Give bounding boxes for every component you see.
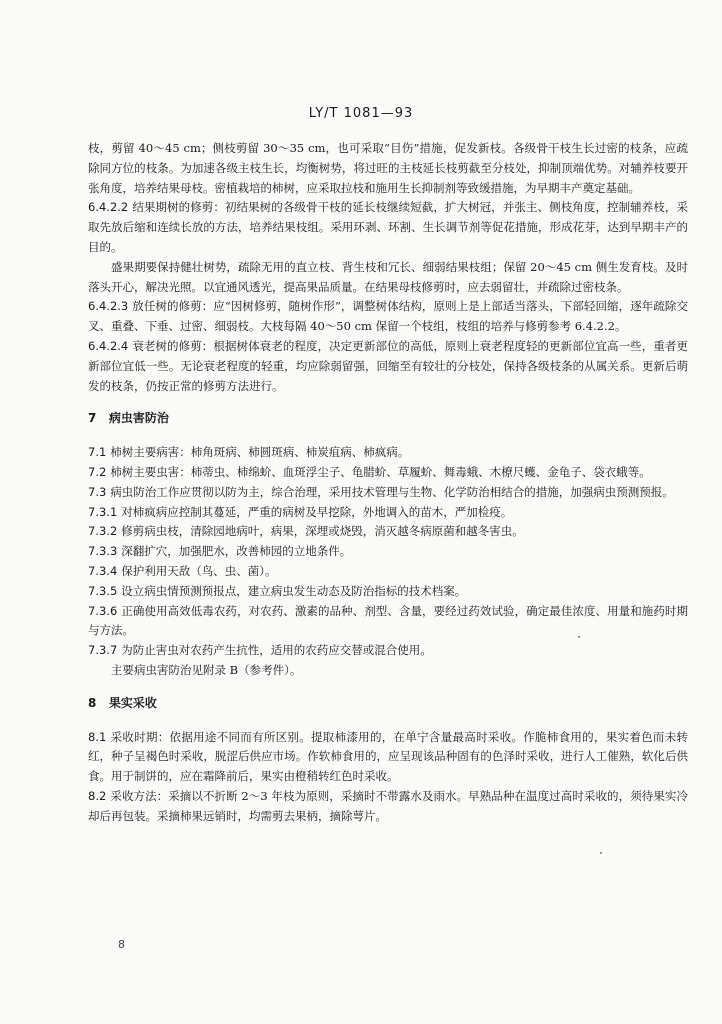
clause-7-3-3: 7.3.3 深翻扩穴，加强肥水，改善柿园的立地条件。 <box>88 544 352 559</box>
page-header: LY/T 1081—93 <box>308 106 414 121</box>
clause-7-1: 7.1 柿树主要病害：柿角斑病、柿圆斑病、柿炭疽病、柿疯病。 <box>88 445 410 460</box>
paragraph-mature-trees: 盛果期要保持健壮树势，疏除无用的直立枝、背生枝和冗长、细弱结果枝组；保留 20～45 cm 侧生发育枝。及时落头开心，解决光照。以宜通风透光，提高果品质量。在结果母枝修剪时，应去弱留壮，并疏除过密枝条。 <box>88 259 688 294</box>
clause-8-2: 8.2 采收方法：采摘以不折断 2～3 年枝为原则，采摘时不带露水及雨水。早熟品种在温度过高时采收的，须待果实冷却后再包装。采摘柿果远销时，均需剪去果柄，摘除萼片。 <box>88 788 688 823</box>
clause-7-3-6: 7.3.6 正确使用高效低毒农药，对农药、激素的品种、剂型、含量，要经过药效试验，确定最佳浓度、用量和施药时期与方法。 <box>88 603 688 638</box>
clause-6-4-2-3 <box>88 297 688 337</box>
section-7-title: 7 病虫害防治 <box>88 411 169 426</box>
clause-7-3-1: 7.3.1 对柿疯病应控制其蔓延，严重的病树及早挖除，外地调入的苗木，严加检疫。 <box>88 504 513 519</box>
clause-6-4-2-4 <box>88 337 688 396</box>
clause-7-3-4: 7.3.4 保护利用天敌（鸟、虫、菌）。 <box>88 563 277 578</box>
clause-7-3-7: 7.3.7 为防止害虫对农药产生抗性，适用的农药应交替或混合使用。 <box>88 643 432 658</box>
clause-number: 6.4.2.3 <box>88 299 129 314</box>
section-8-title: 8 果实采收 <box>88 695 157 710</box>
clause-text: 结果期树的修剪：初结果树的各级骨干枝的延长枝继续短截，扩大树冠，并张主、侧枝角度，控制辅养枝，采取先放后缩和连续长放的方法，培养结果枝组。采用环剥、环割、生长调节剂等促花措施，形成花芽，达到早期丰产的目的。 <box>88 200 688 254</box>
clause-6-4-2-2 <box>88 198 688 257</box>
clause-text: 衰老树的修剪：根据树体衰老的程度，决定更新部位的高低，原则上衰老程度轻的更新部位宜高一些，重者更新部位宜低一些。无论衰老程度的轻重，均应除弱留强，回缩至有较壮的分枝处，保持各级枝条的从属关系。更新后萌发的枝条，仍按正常的修剪方法进行。 <box>88 338 688 393</box>
scan-speck <box>600 852 602 854</box>
page-content <box>88 139 688 827</box>
clause-7-2: 7.2 柿树主要虫害：柿蒂虫、柿绵蚧、血斑浮尘子、龟腊蚧、草履蚧、舞毒蛾、木橑尺蠖、金龟子、袋衣蛾等。 <box>88 464 651 479</box>
clause-7-3: 7.3 病虫防治工作应贯彻以防为主，综合治理，采用技术管理与生物、化学防治相结合的措施，加强病虫预测预报。 <box>88 484 674 499</box>
clause-number: 6.4.2.2 <box>88 200 129 215</box>
scan-speck <box>578 636 580 638</box>
clause-7-3-2: 7.3.2 修剪病虫枝，清除园地病叶，病果，深埋或烧毁，消灭越冬病原菌和越冬害虫。 <box>88 524 524 539</box>
clause-text: 放任树的修剪：应“因树修剪，随树作形”，调整树体结构，原则上是上部适当落头，下部轻回缩，逐年疏除交叉、重叠、下垂、过密、细弱枝。大枝每隔 40～50 cm 保留一个枝组，枝组的培养与修剪参考 6.4.2.2。 <box>88 299 688 334</box>
clause-8-1: 8.1 采收时期：依据用途不同而有所区别。提取柿漆用的，在单宁含量最高时采收。作脆柿食用的，果实着色而未转红，种子呈褐色时采收，脱涩后供应市场。作软柿食用的，应呈现该品种固有的色泽时采收，进行人工催熟，软化后供食。用于制饼的，应在霜降前后，果实由橙稍转红色时采收。 <box>88 729 688 784</box>
clause-number: 6.4.2.4 <box>88 338 129 353</box>
page-number: 8 <box>118 938 125 951</box>
paragraph-continuation: 枝，剪留 40～45 cm；侧枝剪留 30～35 cm，也可采取“目伤”措施，促发新枝。各级骨干枝生长过密的枝条，应疏除同方位的枝条。为加速各级主枝生长，均衡树势，将过旺的主枝延长枝剪截至分枝处，抑制顶端优势。对辅养枝要开张角度，培养结果母枝。密植栽培的柿树，应采取拉枝和施用生长抑制剂等致缓措施，为早期丰产奠定基础。 <box>88 141 688 195</box>
section-7-note: 主要病虫害防治见附录 B（参考件）。 <box>111 662 302 677</box>
clause-7-3-5: 7.3.5 设立病虫情预测预报点，建立病虫发生动态及防治指标的技术档案。 <box>88 583 467 598</box>
